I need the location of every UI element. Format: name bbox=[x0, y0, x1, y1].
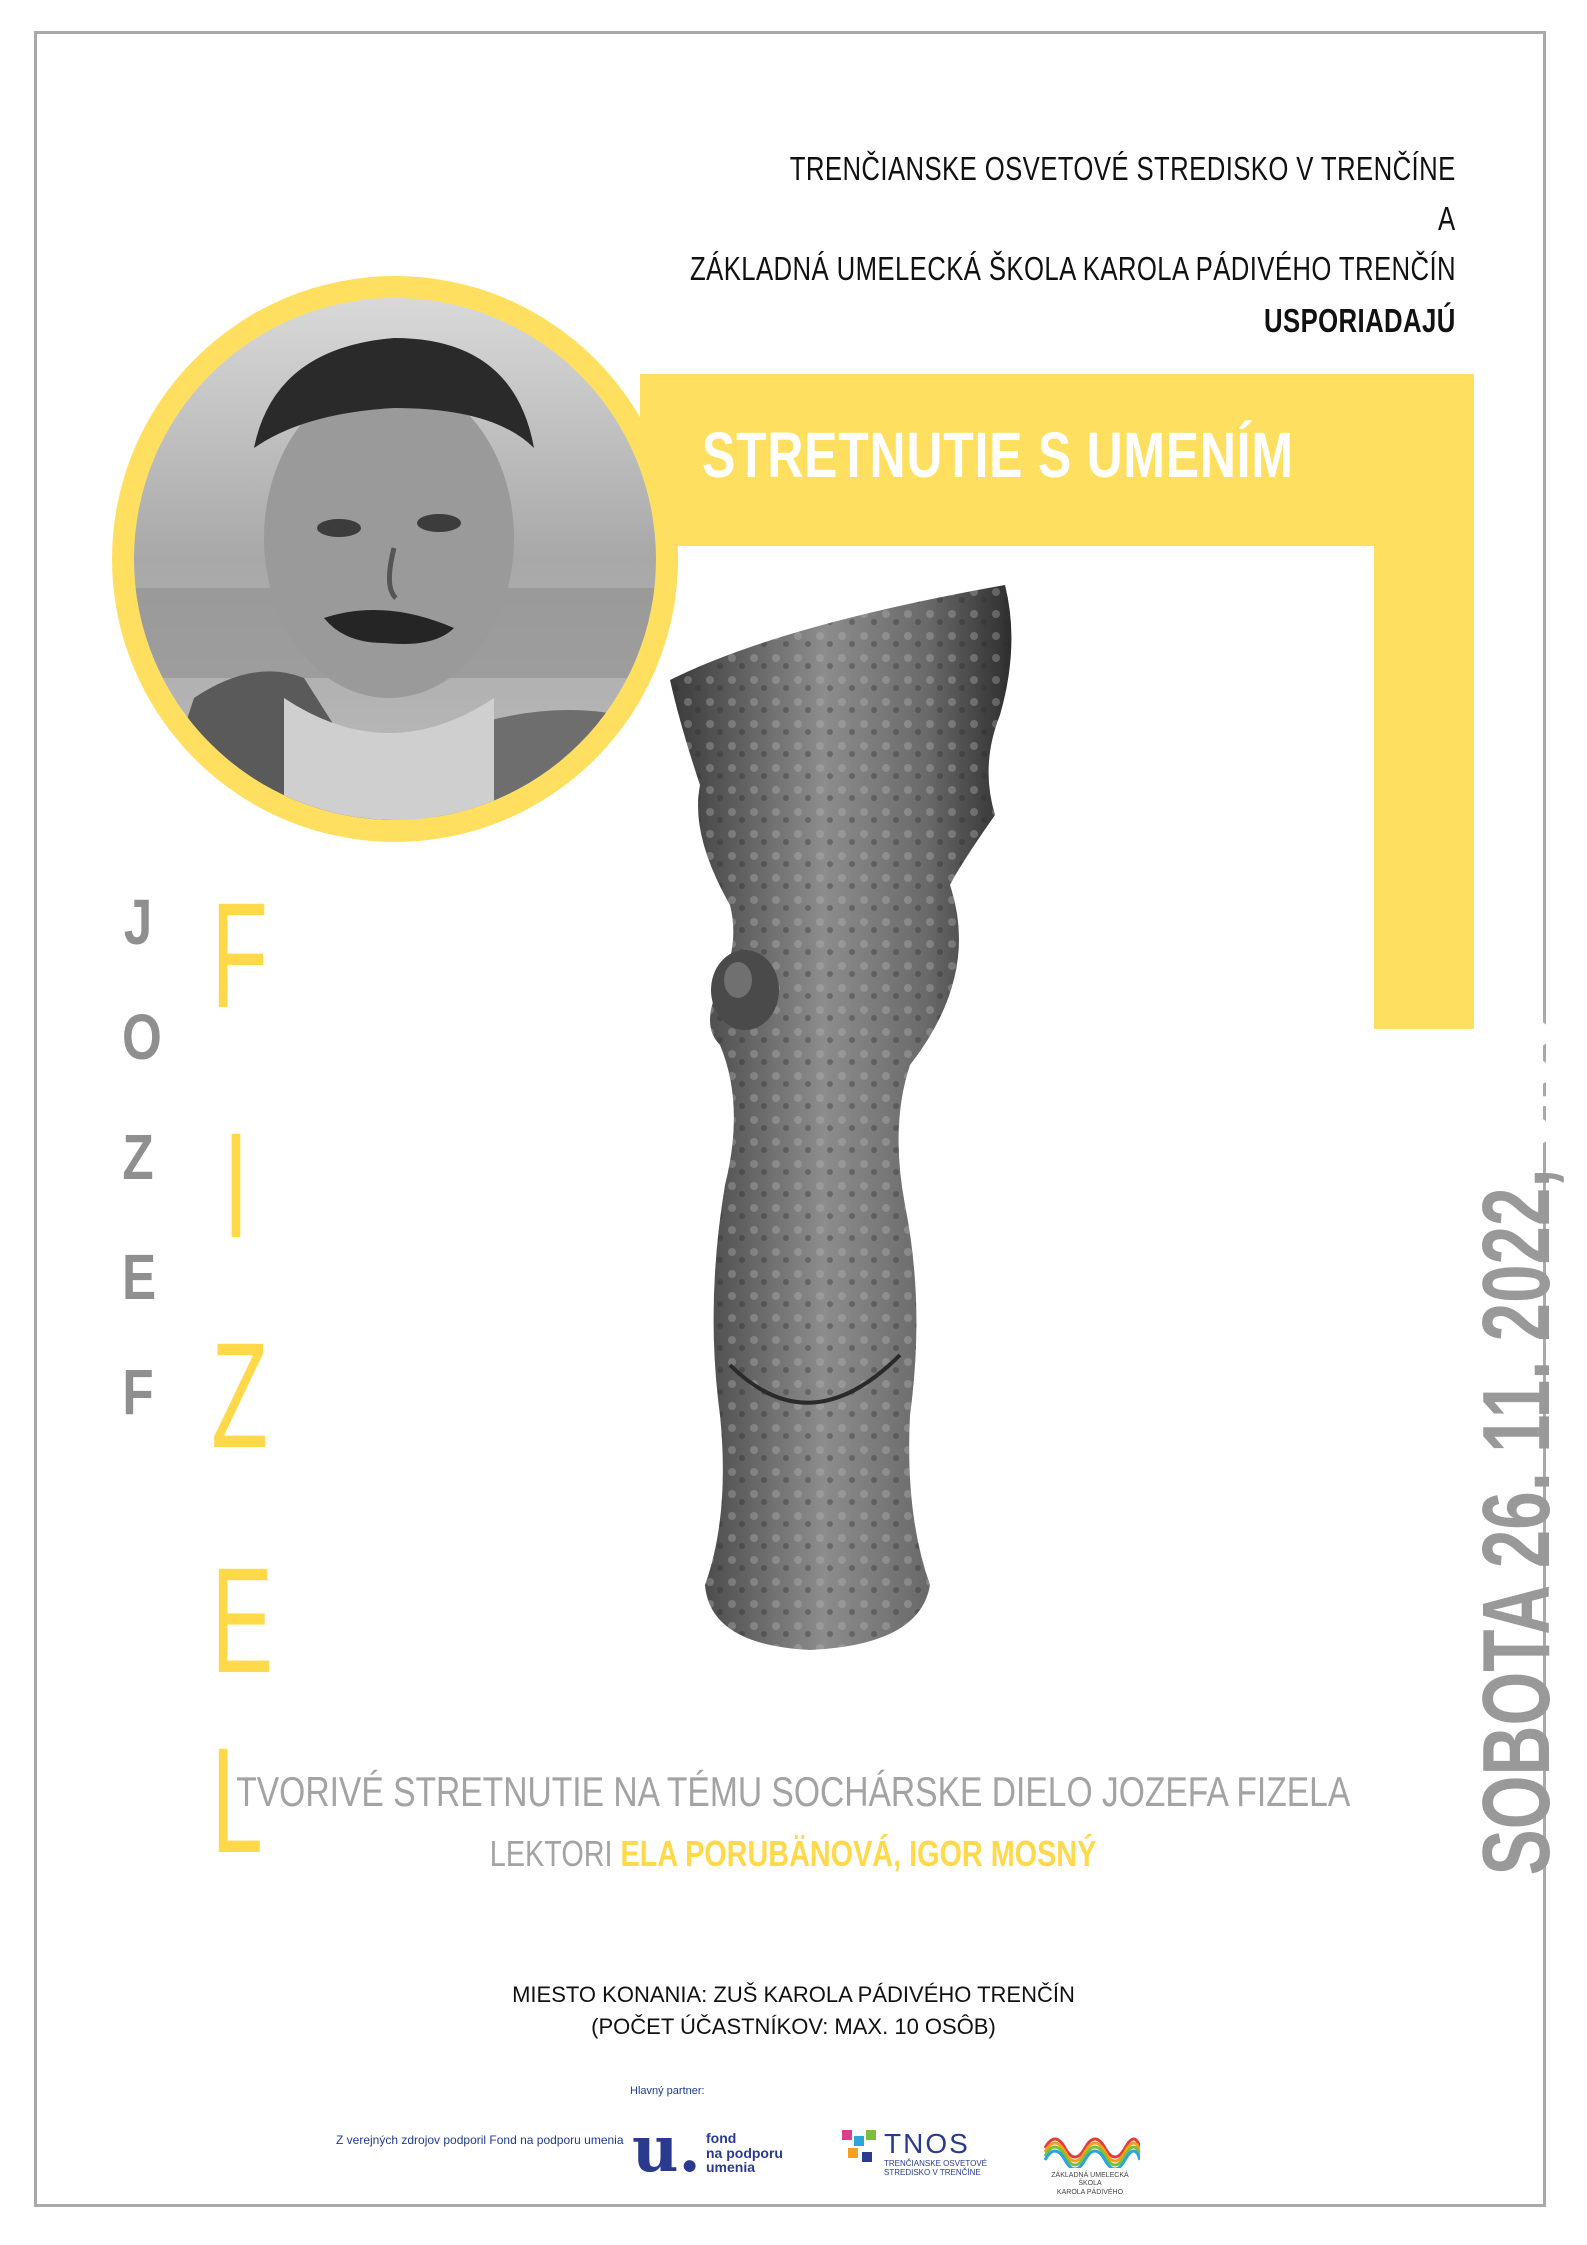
zus-line-1: ZÁKLADNÁ UMELECKÁ ŠKOLA bbox=[1051, 2172, 1129, 2188]
organizer-line-4: USPORIADAJÚ bbox=[1264, 302, 1456, 339]
tnos-logo-subtitle bbox=[884, 2160, 987, 2178]
organizer-line-2: A bbox=[1438, 200, 1456, 237]
lecturers-label: LEKTORI bbox=[490, 1833, 613, 1874]
zus-logo-subtitle bbox=[1040, 2172, 1140, 2197]
portrait-ring bbox=[112, 276, 678, 842]
tnos-line-2: STREDISKO V TRENČÍNE bbox=[884, 2167, 981, 2177]
description-text: TVORIVÉ STRETNUTIE NA TÉMU SOCHÁRSKE DIELO JOZEFA FIZELA bbox=[236, 1768, 1351, 1815]
last-name-letter-3: Z bbox=[211, 1311, 269, 1479]
last-name-letter-5: L bbox=[211, 1716, 263, 1884]
zus-line-2: KAROLA PÁDIVÉHO bbox=[1056, 2188, 1124, 2196]
fpu-line-3: umenia bbox=[706, 2159, 756, 2176]
zus-logo-icon bbox=[1040, 2128, 1140, 2168]
first-name-letter-2: O bbox=[122, 1001, 162, 1073]
fpu-line-2: na podporu bbox=[706, 2144, 783, 2161]
organizer-line-1: TRENČIANSKE OSVETOVÉ STREDISKO V TRENČÍNE bbox=[790, 150, 1456, 187]
date-text: SOBOTA 26. 11. 2022, bbox=[1463, 1168, 1570, 1876]
tnos-logo-icon bbox=[840, 2128, 880, 2168]
first-name-letter-1: J bbox=[123, 886, 153, 958]
fpu-logo-icon: u. bbox=[632, 2112, 701, 2187]
vertical-band bbox=[1374, 374, 1474, 1029]
artist-portrait-photo bbox=[134, 298, 656, 820]
sculpture-photo bbox=[660, 585, 1040, 1665]
first-name-letter-4: E bbox=[122, 1241, 157, 1313]
organizer-line-3: ZÁKLADNÁ UMELECKÁ ŠKOLA KAROLA PÁDIVÉHO TRENČÍN bbox=[690, 250, 1456, 287]
event-description bbox=[0, 1768, 1587, 1816]
event-title: STRETNUTIE S UMENÍM bbox=[702, 419, 1294, 491]
last-name-letter-4: E bbox=[211, 1536, 274, 1704]
fpu-logo-text bbox=[706, 2131, 783, 2175]
lecturers bbox=[0, 1833, 1587, 1875]
partner-label: Hlavný partner: bbox=[630, 2085, 705, 2097]
tnos-line-1: TRENČIANSKE OSVETOVÉ bbox=[884, 2159, 987, 2168]
funding-source-text: Z verejných zdrojov podporil Fond na podporu umenia bbox=[336, 2133, 624, 2147]
last-name-letter-2: I bbox=[223, 1101, 249, 1269]
lecturers-names: ELA PORUBÄNOVÁ, IGOR MOSNÝ bbox=[620, 1833, 1097, 1874]
fpu-line-1: fond bbox=[706, 2130, 737, 2146]
last-name-letter-1: F bbox=[211, 871, 269, 1039]
tnos-logo-text: TNOS bbox=[884, 2128, 970, 2159]
first-name-letter-3: Z bbox=[122, 1121, 154, 1193]
venue-line-2: (POČET ÚČASTNÍKOV: MAX. 10 OSÔB) bbox=[591, 2014, 996, 2039]
first-name-letter-5: F bbox=[122, 1356, 154, 1428]
date-time: 9.00 bbox=[1463, 1014, 1570, 1150]
venue-line-1: MIESTO KONANIA: ZUŠ KAROLA PÁDIVÉHO TRENČÍN bbox=[512, 1982, 1075, 2007]
portrait-illustration bbox=[134, 298, 656, 820]
